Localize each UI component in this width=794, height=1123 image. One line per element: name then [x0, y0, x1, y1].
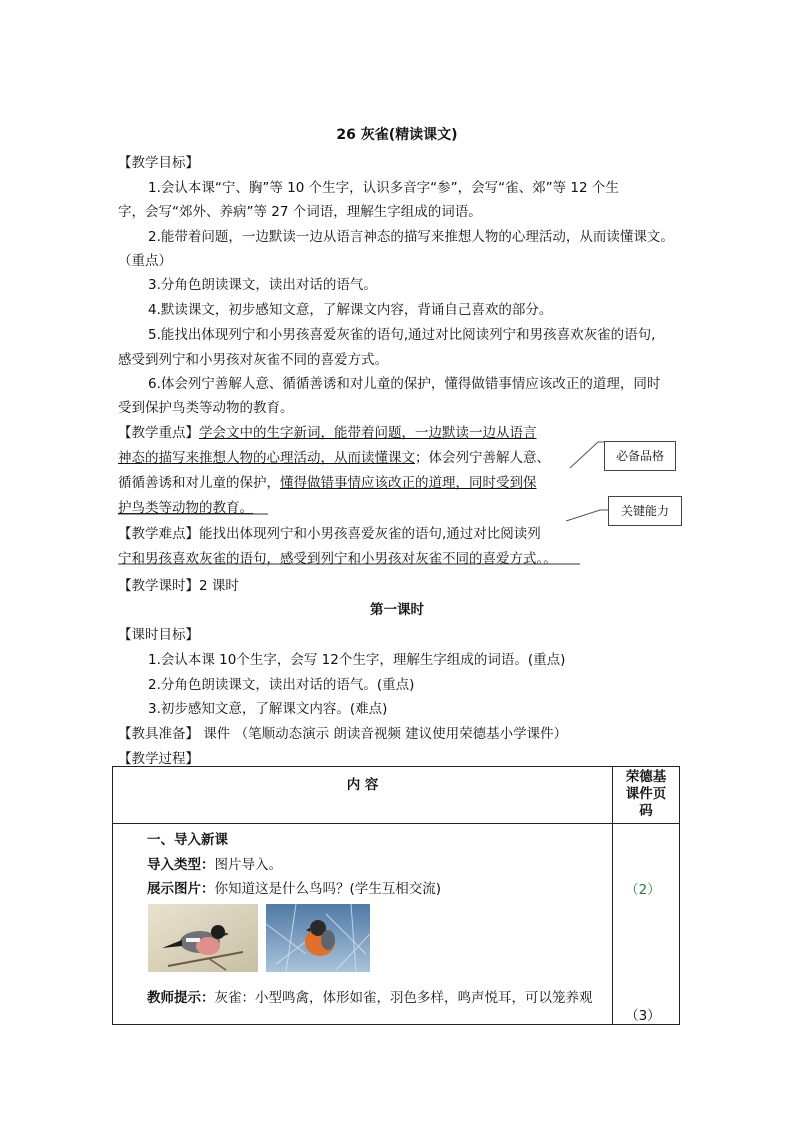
difficulty-text-1: 能找出体现列宁和小男孩喜爱灰雀的语句,通过对比阅读列 — [199, 526, 541, 542]
teaching-tools: 【教具准备】 课件 （笔顺动态演示 朗读音视频 建议使用荣德基小学课件） — [118, 726, 568, 742]
show-picture-label: 展示图片： — [147, 881, 215, 897]
key-points-text-2b: ；体会列宁善解人意、 — [415, 450, 550, 466]
goals-heading: 【教学目标】 — [118, 155, 199, 171]
goal-3: 3.分角色朗读课文，读出对话的语气。 — [148, 277, 377, 293]
page-ref-2: （2） — [625, 882, 661, 898]
page-ref-3: （3） — [625, 1008, 661, 1024]
intro-heading: 一、导入新课 — [147, 832, 228, 848]
table-header-row — [113, 767, 680, 824]
process-heading: 【教学过程】 — [118, 751, 199, 767]
key-points-text-3b: 懂得做错事情应该改正的道理，同时受到保 — [280, 475, 537, 491]
difficulty-line-2: 宁和男孩喜欢灰雀的语句，感受到列宁和小男孩对灰雀不同的喜爱方式。。 — [118, 551, 557, 567]
callout-line-1 — [570, 442, 604, 468]
class-periods: 【教学课时】2 课时 — [118, 578, 239, 594]
difficulty-heading: 【教学难点】 — [118, 526, 199, 542]
teacher-tip — [147, 986, 593, 1006]
goal-1-line-2: 字，会写“郊外、养病”等 27 个词语，理解生字组成的词语。 — [118, 204, 482, 220]
header-page-label-3: 码 — [639, 803, 653, 819]
goal-2-line-2: （重点） — [118, 253, 172, 269]
page-title: 26 灰雀(精读课文) — [336, 127, 458, 143]
callout-essential-character: 必备品格 — [604, 441, 676, 471]
header-page-cell — [613, 767, 680, 824]
bullfinch-photo-1 — [148, 904, 258, 972]
table-row — [113, 824, 680, 1025]
intro-type-label: 导入类型： — [147, 857, 215, 873]
goal-6-line-2: 受到保护鸟类等动物的教育。 — [118, 400, 294, 416]
goal-5-line-1: 5.能找出体现列宁和小男孩喜爱灰雀的语句,通过对比阅读列宁和男孩喜欢灰雀的语句, — [148, 327, 656, 343]
key-points-text-1: 学会文中的生字新词，能带着问题，一边默读一边从语言 — [199, 425, 537, 441]
show-picture — [147, 877, 441, 897]
page-body — [613, 824, 679, 1024]
teacher-tip-value: 灰雀：小型鸣禽，体形如雀，羽色多样，鸣声悦耳，可以笼养观 — [214, 990, 593, 1006]
key-points-line-4: 护鸟类等动物的教育。 — [118, 500, 253, 516]
key-points-text-3a: 循循善诱和对儿童的保护， — [118, 475, 280, 491]
header-page-label-1: 荣德基 — [625, 769, 667, 785]
show-picture-value: 你知道这是什么鸟吗？(学生互相交流) — [214, 881, 442, 897]
callout-line-2 — [566, 510, 608, 521]
goal-4: 4.默读课文，初步感知文意，了解课文内容，背诵自己喜欢的部分。 — [148, 302, 553, 318]
lesson-goal-3: 3.初步感知文意，了解课文内容。(难点) — [148, 701, 388, 717]
intro-type-value: 图片导入。 — [214, 857, 282, 873]
goal-2-line-1: 2.能带着问题，一边默读一边从语言神态的描写来推想人物的心理活动，从而读懂课文。 — [148, 229, 674, 245]
lesson-one-title: 第一课时 — [370, 602, 424, 618]
goal-5-line-2: 感受到列宁和小男孩对灰雀不同的喜爱方式。 — [118, 352, 388, 368]
teacher-tip-label: 教师提示： — [147, 990, 215, 1006]
lesson-goal-1: 1.会认本课 10个生字，会写 12个生字，理解生字组成的词语。(重点) — [148, 652, 566, 668]
header-page-label-2: 课件页 — [625, 786, 667, 802]
content-body — [113, 824, 612, 1024]
content-cell — [113, 824, 613, 1025]
lesson-goals-heading: 【课时目标】 — [118, 627, 199, 643]
goal-6-line-1: 6.体会列宁善解人意、循循善诱和对儿童的保护，懂得做错事情应该改正的道理，同时 — [148, 376, 661, 392]
process-table — [112, 766, 680, 1025]
page-cell — [613, 824, 680, 1025]
goal-1-line-1: 1.会认本课“宁、胸”等 10 个生字，认识多音字“参”，会写“雀、郊”等 12 个生 — [148, 180, 619, 196]
lesson-goal-2: 2.分角色朗读课文，读出对话的语气。(重点) — [148, 677, 415, 693]
intro-type — [147, 853, 282, 873]
bullfinch-photo-2 — [266, 904, 370, 972]
key-points-text-2a: 神态的描写来推想人物的心理活动，从而读懂课文 — [118, 450, 415, 466]
header-content-label: 内 容 — [346, 777, 379, 793]
key-points-heading: 【教学重点】 — [118, 425, 199, 441]
header-content-cell — [113, 767, 613, 824]
callout-key-ability: 关键能力 — [608, 496, 682, 526]
